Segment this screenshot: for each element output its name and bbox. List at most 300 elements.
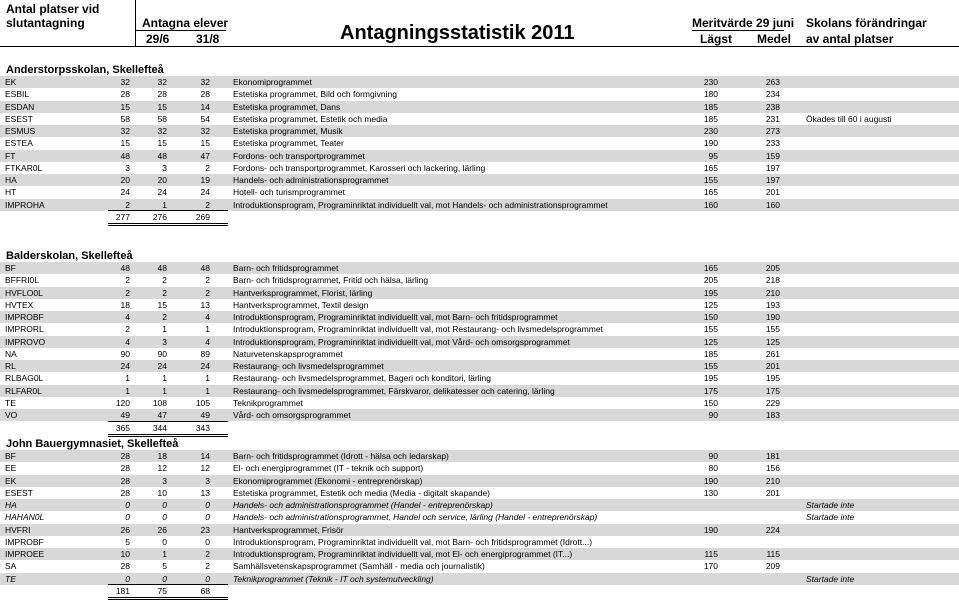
cell-lo: 195 (703, 287, 718, 298)
cell-code: ESEST (5, 113, 33, 124)
cell-b: 3 (162, 162, 167, 173)
cell-c: 19 (200, 175, 210, 186)
cell-c: 2 (205, 275, 210, 286)
header-school-label-1: Antal platser vid (6, 2, 100, 16)
cell-note: Ökades till 60 i augusti (806, 113, 892, 124)
cell-code: ESBIL (5, 89, 30, 100)
cell-c: 0 (205, 536, 210, 547)
table-row (0, 409, 959, 421)
cell-code: HA (5, 500, 17, 511)
cell-prog: Handels- och administrationsprogrammet (233, 175, 389, 186)
cell-a: 15 (120, 101, 130, 112)
header-date-1: 29/6 (146, 32, 170, 46)
cell-me: 181 (765, 451, 780, 461)
cell-c: 24 (200, 361, 210, 372)
cell-a: 24 (120, 361, 130, 372)
cell-lo: 90 (708, 410, 718, 421)
cell-b: 0 (162, 536, 167, 547)
header-date-rule (136, 30, 226, 31)
cell-me: 201 (765, 187, 780, 198)
cell-prog: Barn- och fritidsprogrammet (233, 263, 339, 273)
cell-me: 159 (765, 150, 780, 161)
cell-lo: 185 (703, 101, 718, 112)
cell-code: ESDAN (5, 101, 35, 112)
cell-lo: 80 (708, 463, 718, 474)
cell-b: 0 (162, 500, 167, 511)
cell-me: 197 (765, 162, 780, 173)
table-row (0, 113, 959, 125)
cell-a: 0 (125, 573, 130, 584)
table-row (0, 125, 959, 137)
cell-lo: 165 (703, 162, 718, 173)
cell-me: 175 (765, 385, 780, 396)
table-row (0, 499, 959, 511)
cell-code: TE (5, 573, 16, 584)
cell-lo: 165 (703, 187, 718, 198)
table-row (0, 336, 959, 348)
cell-prog: Hantverksprogrammet, Frisör (233, 524, 344, 535)
totals-row (0, 585, 959, 597)
cell-c: 54 (200, 113, 210, 124)
cell-prog: Teknikprogrammet (233, 397, 303, 408)
cell-me: 201 (765, 361, 780, 372)
cell-c: 14 (200, 451, 210, 461)
cell-a: 32 (120, 126, 130, 137)
cell-a: 1 (125, 373, 130, 384)
header-rule (0, 46, 959, 47)
cell-me: 233 (765, 138, 780, 149)
cell-b: 2 (162, 312, 167, 323)
cell-b: 32 (157, 77, 167, 87)
cell-code: FT (5, 150, 16, 161)
cell-me: 205 (765, 263, 780, 273)
cell-c: 4 (205, 336, 210, 347)
cell-a: 58 (120, 113, 130, 124)
cell-c: 0 (205, 573, 210, 584)
cell-b: 58 (157, 113, 167, 124)
cell-c: 4 (205, 312, 210, 323)
cell-code: BF (5, 263, 16, 273)
cell-b: 10 (157, 487, 167, 498)
cell-me: 261 (765, 348, 780, 359)
cell-code: RLBAG0L (5, 373, 44, 384)
cell-lo: 155 (703, 361, 718, 372)
cell-a: 1 (125, 385, 130, 396)
cell-prog: Estetiska programmet, Musik (233, 126, 343, 137)
cell-me: 263 (765, 77, 780, 87)
cell-c: 47 (200, 150, 210, 161)
cell-me: 195 (765, 373, 780, 384)
cell-b: 1 (162, 373, 167, 384)
cell-lo: 150 (703, 397, 718, 408)
cell-b: 48 (157, 263, 167, 273)
cell-prog: Fordons- och transportprogrammet (233, 150, 365, 161)
cell-a: 48 (120, 263, 130, 273)
cell-code: FTKAR0L (5, 162, 43, 173)
cell-a: 28 (120, 475, 130, 486)
header-merit-rule (692, 30, 784, 31)
cell-prog: Vård- och omsorgsprogrammet (233, 410, 351, 421)
totals-row (0, 211, 959, 223)
table-row (0, 372, 959, 384)
cell-prog: Ekonomiprogrammet (233, 77, 312, 87)
cell-prog: Naturvetenskapsprogrammet (233, 348, 343, 359)
cell-prog: Ekonomiprogrammet (Ekonomi - entreprenörskap) (233, 475, 423, 486)
cell-code: HVFLO0L (5, 287, 43, 298)
table-row (0, 199, 959, 211)
cell-lo: 180 (703, 89, 718, 100)
cell-lo: 190 (703, 475, 718, 486)
cell-note: Startade inte (806, 573, 855, 584)
table-row (0, 348, 959, 360)
table-row (0, 186, 959, 198)
cell-b: 108 (152, 397, 167, 408)
cell-a: 24 (120, 187, 130, 198)
cell-me: 190 (765, 312, 780, 323)
cell-c: 0 (205, 512, 210, 523)
cell-me: 273 (765, 126, 780, 137)
cell-lo: 195 (703, 373, 718, 384)
table-row (0, 101, 959, 113)
cell-b: 2 (162, 287, 167, 298)
cell-a: 28 (120, 487, 130, 498)
cell-code: RLFAR0L (5, 385, 42, 396)
cell-c: 49 (200, 410, 210, 421)
cell-lo: 150 (703, 312, 718, 323)
table-row (0, 548, 959, 560)
cell-lo: 185 (703, 348, 718, 359)
cell-b: 47 (157, 410, 167, 421)
cell-a: 28 (120, 561, 130, 572)
cell-c: 2 (205, 162, 210, 173)
cell-code: ESEST (5, 487, 33, 498)
cell-me: 210 (765, 475, 780, 486)
cell-c: 12 (200, 463, 210, 474)
header-change-label-1: Skolans förändringar (806, 16, 927, 30)
header-divider (135, 0, 136, 46)
cell-a: 2 (125, 199, 130, 210)
cell-prog: Estetiska programmet, Teater (233, 138, 344, 149)
cell-code: ESTEA (5, 138, 33, 149)
cell-c: 23 (200, 524, 210, 535)
cell-c: 0 (205, 500, 210, 511)
cell-c: 105 (195, 397, 210, 408)
total-a: 181 (115, 585, 130, 596)
cell-prog: Introduktionsprogram, Programinriktat individuellt val, mot Barn- och fritidsprogrammet (Idrott...) (233, 536, 593, 547)
cell-a: 26 (120, 524, 130, 535)
cell-me: 210 (765, 287, 780, 298)
cell-b: 1 (162, 549, 167, 560)
cell-code: SA (5, 561, 17, 572)
cell-lo: 125 (703, 336, 718, 347)
cell-b: 0 (162, 573, 167, 584)
cell-code: IMPROBF (5, 536, 44, 547)
cell-b: 15 (157, 299, 167, 310)
cell-lo: 190 (703, 524, 718, 535)
cell-lo: 185 (703, 113, 718, 124)
cell-prog: Samhällsvetenskapsprogrammet (Samhäll - media och journalistik) (233, 561, 485, 572)
cell-a: 2 (125, 275, 130, 286)
cell-c: 15 (200, 138, 210, 149)
cell-code: NA (5, 348, 17, 359)
cell-prog: El- och energiprogrammet (IT - teknik och support) (233, 463, 424, 474)
cell-code: BF (5, 451, 16, 461)
cell-b: 3 (162, 475, 167, 486)
cell-prog: Restaurang- och livsmedelsprogrammet (233, 361, 384, 372)
cell-prog: Restaurang- och livsmedelsprogrammet, Bageri och konditori, lärling (233, 373, 491, 384)
table-row (0, 137, 959, 149)
cell-a: 2 (125, 324, 130, 335)
table-row (0, 450, 959, 462)
header-accepted-label: Antagna elever (142, 16, 229, 30)
total-c: 269 (195, 211, 210, 222)
table-row (0, 88, 959, 100)
cell-me: 160 (765, 199, 780, 210)
total-b: 276 (152, 211, 167, 222)
cell-b: 15 (157, 138, 167, 149)
table-row (0, 462, 959, 474)
cell-me: 231 (765, 113, 780, 124)
table-row (0, 487, 959, 499)
cell-b: 15 (157, 101, 167, 112)
cell-prog: Introduktionsprogram, Programinriktat individuellt val, mot Vård- och omsorgsprogrammet (233, 336, 570, 347)
cell-note: Startade inte (806, 500, 855, 511)
cell-me: 197 (765, 175, 780, 186)
cell-b: 20 (157, 175, 167, 186)
section-title: Anderstorpsskolan, Skellefteå (6, 64, 164, 76)
table-row (0, 76, 959, 88)
cell-c: 13 (200, 487, 210, 498)
cell-code: TE (5, 397, 16, 408)
cell-code: HVTEX (5, 299, 34, 310)
cell-lo: 90 (708, 451, 718, 461)
table-row (0, 299, 959, 311)
cell-c: 2 (205, 287, 210, 298)
cell-me: 156 (765, 463, 780, 474)
cell-b: 26 (157, 524, 167, 535)
cell-a: 4 (125, 312, 130, 323)
cell-b: 24 (157, 187, 167, 198)
cell-b: 3 (162, 336, 167, 347)
cell-c: 89 (200, 348, 210, 359)
cell-b: 90 (157, 348, 167, 359)
cell-c: 2 (205, 561, 210, 572)
cell-b: 5 (162, 561, 167, 572)
cell-a: 120 (115, 397, 130, 408)
cell-c: 3 (205, 475, 210, 486)
cell-b: 1 (162, 324, 167, 335)
cell-lo: 205 (703, 275, 718, 286)
section-title: Balderskolan, Skellefteå (6, 250, 133, 262)
cell-code: BFFRI0L (5, 275, 40, 286)
cell-prog: Introduktionsprogram, Programinriktat individuellt val, mot Handels- och administrationsprogrammet (233, 199, 608, 210)
cell-c: 32 (200, 77, 210, 87)
table-row (0, 274, 959, 286)
cell-b: 2 (162, 275, 167, 286)
cell-prog: Barn- och fritidsprogrammet (Idrott - hälsa och ledarskap) (233, 451, 449, 461)
total-a: 365 (115, 422, 130, 433)
cell-b: 0 (162, 512, 167, 523)
header-school-label-2: slutantagning (6, 16, 85, 30)
cell-me: 125 (765, 336, 780, 347)
cell-me: 229 (765, 397, 780, 408)
total-b: 344 (152, 422, 167, 433)
table-row (0, 524, 959, 536)
cell-prog: Introduktionsprogram, Programinriktat individuellt val, mot El- och energiprogrammet (IT...) (233, 549, 573, 560)
cell-code: EK (5, 77, 17, 87)
page-title: Antagningsstatistik 2011 (340, 22, 575, 44)
cell-lo: 190 (703, 138, 718, 149)
cell-prog: Hantverksprogrammet, Florist, lärling (233, 287, 373, 298)
header-date-2: 31/8 (196, 32, 220, 46)
header-median-label: Medel (757, 32, 792, 46)
cell-a: 0 (125, 500, 130, 511)
cell-code: IMPROVO (5, 336, 46, 347)
cell-me: 238 (765, 101, 780, 112)
cell-a: 49 (120, 410, 130, 421)
table-row (0, 360, 959, 372)
cell-c: 2 (205, 199, 210, 210)
cell-code: RL (5, 361, 16, 372)
cell-me: 183 (765, 410, 780, 421)
cell-code: VO (5, 410, 18, 421)
total-a: 277 (115, 211, 130, 222)
cell-a: 0 (125, 512, 130, 523)
cell-lo: 160 (703, 199, 718, 210)
cell-b: 1 (162, 199, 167, 210)
cell-a: 20 (120, 175, 130, 186)
total-c: 68 (200, 585, 210, 596)
cell-lo: 95 (708, 150, 718, 161)
cell-code: IMPROHA (5, 199, 45, 210)
cell-c: 2 (205, 549, 210, 560)
total-b: 75 (157, 585, 167, 596)
cell-a: 2 (125, 287, 130, 298)
table-row (0, 397, 959, 409)
cell-c: 1 (205, 373, 210, 384)
cell-prog: Estetiska programmet, Estetik och media (233, 113, 388, 124)
cell-prog: Estetiska programmet, Bild och formgivning (233, 89, 397, 100)
table-row (0, 162, 959, 174)
table-row (0, 560, 959, 572)
table-row (0, 323, 959, 335)
cell-a: 28 (120, 89, 130, 100)
cell-c: 13 (200, 299, 210, 310)
cell-lo: 165 (703, 263, 718, 273)
cell-me: 155 (765, 324, 780, 335)
cell-code: ESMUS (5, 126, 36, 137)
table-row (0, 475, 959, 487)
header-merit-label: Meritvärde 29 juni (692, 16, 795, 30)
cell-b: 12 (157, 463, 167, 474)
cell-me: 218 (765, 275, 780, 286)
totals-row (0, 422, 959, 434)
cell-code: HAHAN0L (5, 512, 45, 523)
cell-lo: 125 (703, 299, 718, 310)
cell-b: 48 (157, 150, 167, 161)
cell-b: 28 (157, 89, 167, 100)
cell-code: EK (5, 475, 17, 486)
table-row (0, 150, 959, 162)
cell-prog: Introduktionsprogram, Programinriktat individuellt val, mot Barn- och fritidsprogrammet (233, 312, 558, 323)
table-row (0, 174, 959, 186)
cell-code: HA (5, 175, 17, 186)
cell-prog: Handels- och administrationsprogrammet (Handel - entreprenörskap) (233, 500, 493, 511)
cell-a: 15 (120, 138, 130, 149)
cell-a: 28 (120, 451, 130, 461)
cell-code: HT (5, 187, 17, 198)
cell-a: 28 (120, 463, 130, 474)
cell-b: 32 (157, 126, 167, 137)
cell-prog: Barn- och fritidsprogrammet, Fritid och hälsa, lärling (233, 275, 429, 286)
cell-me: 224 (765, 524, 780, 535)
cell-b: 24 (157, 361, 167, 372)
table-row (0, 262, 959, 274)
cell-prog: Estetiska programmet, Estetik och media (Media - digitalt skapande) (233, 487, 491, 498)
cell-c: 28 (200, 89, 210, 100)
cell-note: Startade inte (806, 512, 855, 523)
cell-me: 193 (765, 299, 780, 310)
cell-a: 32 (120, 77, 130, 87)
cell-lo: 155 (703, 324, 718, 335)
header-change-label-2: av antal platser (806, 32, 894, 46)
cell-code: IMPROBF (5, 312, 44, 323)
table-row (0, 385, 959, 397)
cell-lo: 115 (704, 549, 718, 560)
cell-c: 48 (200, 263, 210, 273)
cell-b: 18 (157, 451, 167, 461)
table-row (0, 287, 959, 299)
cell-me: 234 (765, 89, 780, 100)
section-title: John Bauergymnasiet, Skellefteå (6, 438, 179, 450)
cell-prog: Fordons- och transportprogrammet, Karosseri och lackering, lärling (233, 162, 486, 173)
cell-c: 32 (200, 126, 210, 137)
cell-b: 1 (162, 385, 167, 396)
cell-lo: 130 (703, 487, 718, 498)
cell-prog: Teknikprogrammet (Teknik - IT och systemutveckling) (233, 573, 434, 584)
cell-a: 48 (120, 150, 130, 161)
cell-c: 24 (200, 187, 210, 198)
cell-c: 14 (200, 101, 210, 112)
cell-code: HVFRI (5, 524, 31, 535)
cell-lo: 175 (703, 385, 718, 396)
cell-me: 201 (765, 487, 780, 498)
cell-me: 209 (765, 561, 780, 572)
cell-prog: Introduktionsprogram, Programinriktat individuellt val, mot Restaurang- och livsmedelsprogrammet (233, 324, 603, 335)
cell-prog: Estetiska programmet, Dans (233, 101, 341, 112)
cell-me: 115 (766, 549, 780, 560)
total-c: 343 (195, 422, 210, 433)
cell-a: 90 (120, 348, 130, 359)
cell-code: IMPRORL (5, 324, 44, 335)
cell-a: 18 (120, 299, 130, 310)
cell-code: IMPROEE (5, 549, 45, 560)
cell-a: 5 (125, 536, 130, 547)
cell-prog: Hantverksprogrammet, Textil design (233, 299, 369, 310)
cell-code: EE (5, 463, 17, 474)
header-lowest-label: Lägst (700, 32, 733, 46)
cell-lo: 230 (703, 77, 718, 87)
table-row (0, 311, 959, 323)
cell-a: 3 (125, 162, 130, 173)
cell-a: 4 (125, 336, 130, 347)
cell-lo: 170 (703, 561, 718, 572)
cell-c: 1 (205, 385, 210, 396)
cell-prog: Handels- och administrationsprogrammet, Handel och service, lärling (Handel - entreprenörskap) (233, 512, 598, 523)
cell-prog: Restaurang- och livsmedelsprogrammet, Färskvaror, delikatesser och catering, lärling (233, 385, 555, 396)
cell-lo: 230 (703, 126, 718, 137)
cell-c: 1 (205, 324, 210, 335)
